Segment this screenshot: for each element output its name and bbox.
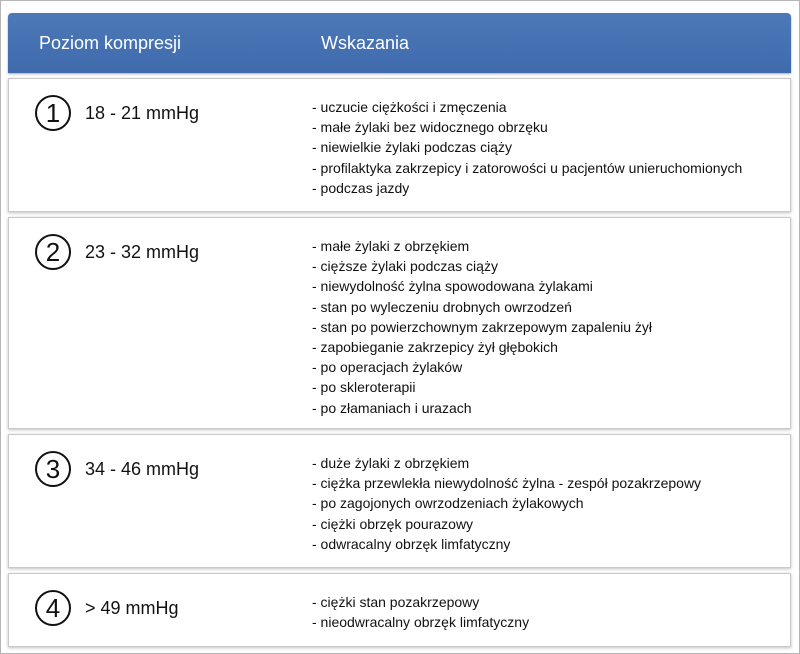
table-row: [8, 434, 791, 568]
indication-item: - ciężka przewlekła niewydolność żylna - zespół pozakrzepowy: [312, 475, 702, 492]
pressure-range: > 49 mmHg: [85, 598, 179, 618]
indication-item: - niewydolność żylna spowodowana żylakami: [312, 278, 593, 295]
indication-item: - stan po powierzchownym zakrzepowym zapaleniu żył: [312, 318, 653, 335]
indication-item: - niewielkie żylaki podczas ciąży: [312, 139, 512, 156]
header-compression-level: Poziom kompresji: [39, 33, 182, 53]
pressure-range: 18 - 21 mmHg: [85, 103, 200, 123]
indication-item: - ciężki stan pozakrzepowy: [312, 594, 480, 610]
indications-list: [312, 453, 701, 554]
indication-item: - po złamaniach i urazach: [312, 399, 472, 416]
level-number-badge: 1: [35, 95, 71, 131]
table-row: [8, 573, 791, 647]
indication-item: - profilaktyka zakrzepicy i zatorowości u pacjentów unieruchomionych: [312, 159, 743, 176]
indication-item: - zapobieganie zakrzepicy żył głębokich: [312, 339, 558, 356]
indication-item: - po zagojonych owrzodzeniach żylakowych: [312, 495, 584, 512]
indication-item: - nieodwracalny obrzęk limfatyczny: [312, 614, 530, 631]
table-header: [8, 13, 791, 73]
table-row: [8, 217, 791, 429]
indication-item: - ciężki obrzęk pourazowy: [312, 515, 474, 532]
level-number-badge: 2: [35, 234, 71, 270]
indication-item: - cięższe żylaki podczas ciąży: [312, 258, 498, 275]
table-row: [8, 78, 791, 212]
indications-list: [312, 592, 529, 632]
indication-item: - podczas jazdy: [312, 179, 410, 196]
indication-item: - odwracalny obrzęk limfatyczny: [312, 535, 511, 552]
indications-list: [312, 236, 652, 418]
indication-item: - po skleroterapii: [312, 379, 416, 396]
indication-item: - stan po wyleczeniu drobnych owrzodzeń: [312, 298, 572, 315]
indication-item: - małe żylaki bez widocznego obrzęku: [312, 119, 548, 136]
level-number-badge: 3: [35, 451, 71, 487]
level-number-badge: 4: [35, 590, 71, 626]
pressure-range: 23 - 32 mmHg: [85, 242, 200, 262]
indication-item: - po operacjach żylaków: [312, 359, 463, 376]
indication-item: - duże żylaki z obrzękiem: [312, 455, 470, 471]
indication-item: - małe żylaki z obrzękiem: [312, 238, 470, 254]
header-indications: Wskazania: [321, 33, 410, 53]
indications-list: [312, 97, 742, 198]
pressure-range: 34 - 46 mmHg: [85, 459, 200, 479]
indication-item: - uczucie ciężkości i zmęczenia: [312, 99, 507, 115]
